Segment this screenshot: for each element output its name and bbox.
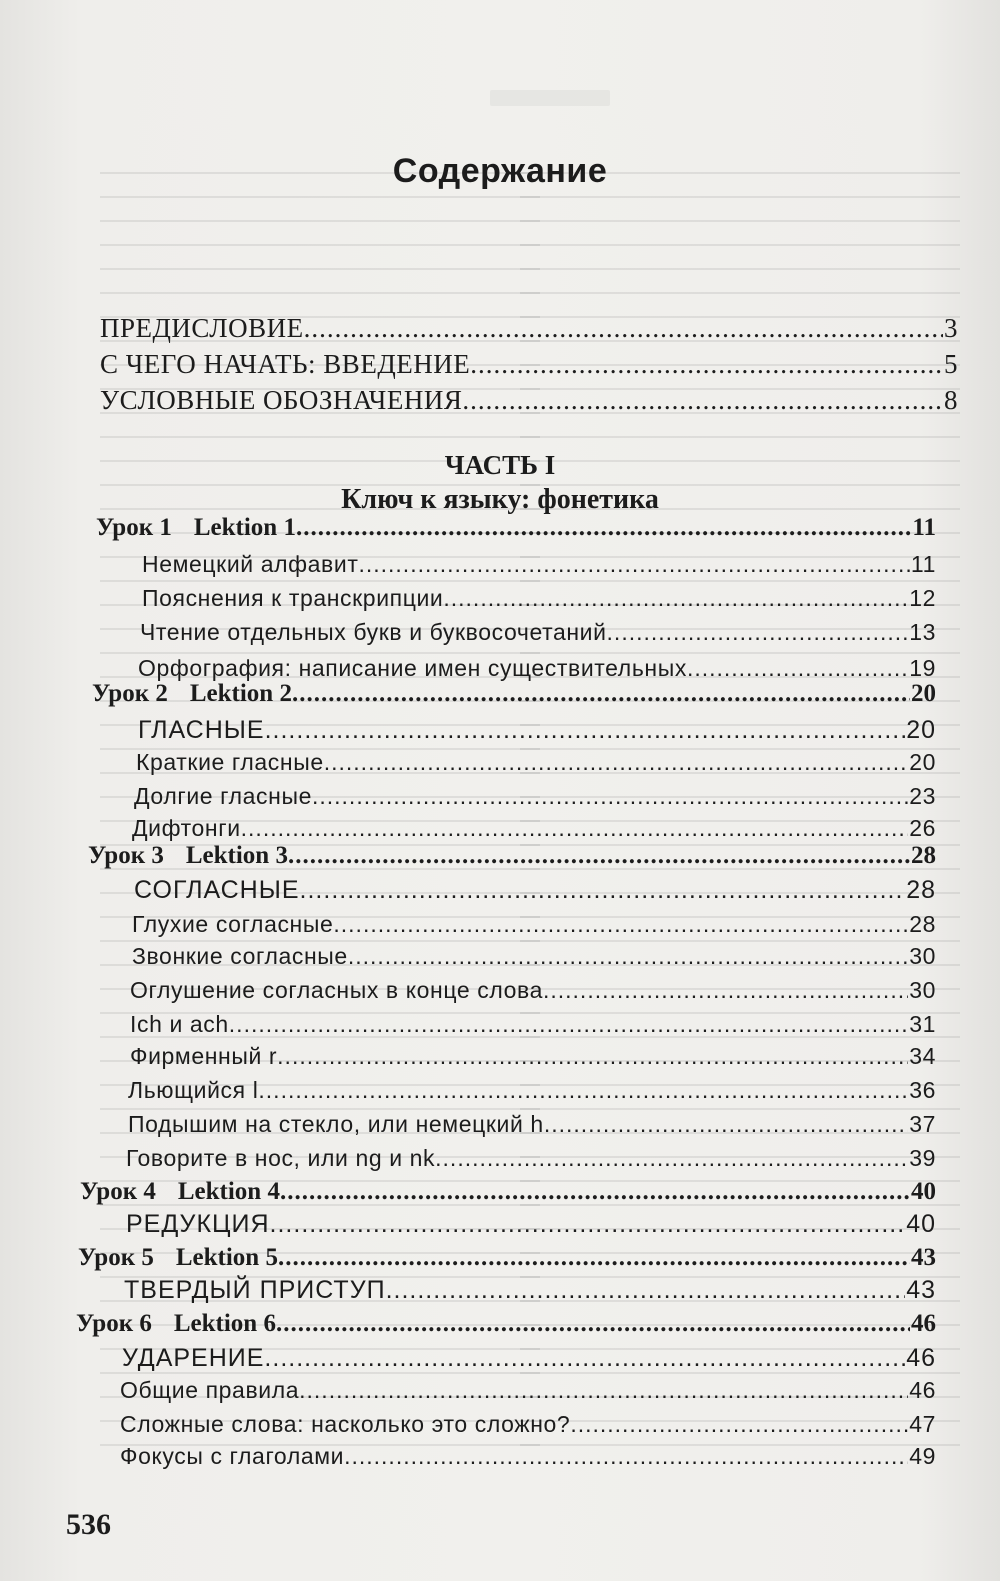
- entry-page-number: 46: [906, 1344, 936, 1372]
- dot-leader: [324, 746, 908, 778]
- lesson-entry: [80, 1176, 936, 1208]
- lesson-de: Lektion 6: [173, 1310, 276, 1337]
- entry-page-number: 13: [909, 619, 936, 645]
- entry-page-number: 12: [909, 585, 936, 611]
- entry-page-number: 19: [909, 655, 936, 681]
- dot-leader: [304, 312, 943, 344]
- section-entry: [124, 1274, 936, 1306]
- topic-entry: [136, 746, 936, 778]
- lesson-ru: Урок 1: [96, 514, 172, 541]
- entry-label: Глухие согласные: [132, 911, 334, 937]
- lesson-de: Lektion 4: [177, 1178, 280, 1205]
- lesson-entry: [96, 512, 936, 544]
- dot-leader: [462, 384, 943, 416]
- section-entry: [134, 874, 936, 906]
- entry-label: УСЛОВНЫЕ ОБОЗНАЧЕНИЯ: [100, 385, 463, 415]
- lesson-de: Lektion 2: [189, 680, 292, 707]
- dot-leader: [270, 1208, 906, 1240]
- dot-leader: [607, 616, 909, 648]
- entry-label: Фирменный r: [130, 1043, 278, 1069]
- entry-page-number: 20: [911, 680, 936, 707]
- dot-leader: [278, 1242, 910, 1274]
- entry-label: Долгие гласные: [134, 783, 312, 809]
- part-title: Ключ к языку: фонетика: [341, 484, 659, 515]
- topic-entry: [120, 1374, 936, 1406]
- entry-label: Пояснения к транскрипции: [142, 585, 444, 611]
- entry-label: СОГЛАСНЫЕ: [134, 876, 300, 904]
- dot-leader: [292, 678, 910, 710]
- entry-page-number: 30: [909, 977, 936, 1003]
- lesson-label: [78, 1242, 278, 1274]
- entry-label: РЕДУКЦИЯ: [126, 1210, 270, 1238]
- dot-leader: [277, 1040, 908, 1072]
- entry-label: Фокусы с глаголами: [120, 1443, 345, 1469]
- lesson-ru: Урок 3: [88, 842, 164, 869]
- entry-page-number: 43: [906, 1276, 936, 1304]
- dot-leader: [386, 1274, 906, 1306]
- dot-leader: [296, 512, 911, 544]
- lesson-ru: Урок 2: [92, 680, 168, 707]
- dot-leader: [543, 974, 908, 1006]
- entry-page-number: 8: [944, 385, 958, 415]
- entry-label: С ЧЕГО НАЧАТЬ: ВВЕДЕНИЕ: [100, 349, 471, 379]
- entry-page-number: 23: [909, 783, 936, 809]
- dot-leader: [280, 1176, 910, 1208]
- entry-page-number: 20: [909, 749, 936, 775]
- topic-entry: [132, 908, 936, 940]
- lesson-ru: Урок 6: [76, 1310, 152, 1337]
- section-entry: [138, 714, 936, 746]
- entry-page-number: 40: [911, 1178, 936, 1205]
- entry-label: Чтение отдельных букв и буквосочетаний: [140, 619, 607, 645]
- topic-entry: [130, 1040, 936, 1072]
- topic-entry: [128, 1074, 936, 1106]
- dot-leader: [312, 780, 908, 812]
- dot-leader: [348, 940, 908, 972]
- topic-entry: [130, 1008, 936, 1040]
- bleed-through-header: [490, 90, 610, 106]
- topic-entry: [140, 616, 936, 648]
- entry-label: ГЛАСНЫЕ: [138, 716, 265, 744]
- entry-label: Общие правила: [120, 1377, 300, 1403]
- dot-leader: [229, 1008, 908, 1040]
- entry-label: УДАРЕНИЕ: [122, 1344, 265, 1372]
- dot-leader: [333, 908, 908, 940]
- entry-page-number: 31: [909, 1011, 936, 1037]
- entry-label: Орфография: написание имен существительных: [138, 655, 687, 681]
- entry-page-number: 11: [910, 551, 936, 577]
- lesson-de: Lektion 5: [175, 1244, 278, 1271]
- lesson-entry: [88, 840, 936, 872]
- lesson-entry: [76, 1308, 936, 1340]
- entry-page-number: 30: [909, 943, 936, 969]
- dot-leader: [470, 348, 943, 380]
- lesson-ru: Урок 5: [78, 1244, 154, 1271]
- entry-label: Сложные слова: насколько это сложно?: [120, 1411, 571, 1437]
- dot-leader: [265, 714, 906, 746]
- dot-leader: [435, 1142, 908, 1174]
- dot-leader: [344, 1440, 908, 1472]
- entry-page-number: 46: [911, 1310, 936, 1337]
- dot-leader: [300, 874, 906, 906]
- dot-leader: [570, 1408, 908, 1440]
- part-number: ЧАСТЬ I: [444, 450, 556, 480]
- dot-leader: [264, 1342, 905, 1374]
- lesson-entry: [92, 678, 936, 710]
- entry-page-number: 20: [906, 716, 936, 744]
- lesson-label: [80, 1176, 280, 1208]
- page-title: Содержание: [392, 152, 608, 190]
- dot-leader: [544, 1108, 908, 1140]
- topic-entry: [142, 548, 936, 580]
- front-matter-entry: [100, 312, 958, 344]
- entry-page-number: 11: [912, 514, 936, 541]
- entry-label: Оглушение согласных в конце слова: [130, 977, 543, 1003]
- entry-page-number: 36: [909, 1077, 936, 1103]
- entry-page-number: 47: [909, 1411, 936, 1437]
- section-entry: [126, 1208, 936, 1240]
- topic-entry: [120, 1440, 936, 1472]
- topic-entry: [130, 974, 936, 1006]
- entry-label: Краткие гласные: [136, 749, 324, 775]
- dot-leader: [443, 582, 908, 614]
- entry-label: Дифтонги: [132, 815, 241, 841]
- dot-leader: [288, 840, 910, 872]
- dot-leader: [276, 1308, 910, 1340]
- page-number: 536: [66, 1508, 111, 1541]
- entry-label: ПРЕДИСЛОВИЕ: [100, 313, 304, 343]
- lesson-label: [76, 1308, 276, 1340]
- entry-page-number: 26: [909, 815, 936, 841]
- lesson-entry: [78, 1242, 936, 1274]
- entry-page-number: 28: [906, 876, 936, 904]
- topic-entry: [120, 1408, 936, 1440]
- topic-entry: [128, 1108, 936, 1140]
- entry-label: Говорите в нос, или ng и nk: [126, 1145, 436, 1171]
- entry-page-number: 3: [944, 313, 958, 343]
- entry-label: Немецкий алфавит: [142, 551, 359, 577]
- entry-page-number: 5: [944, 349, 958, 379]
- lesson-ru: Урок 4: [80, 1178, 156, 1205]
- entry-page-number: 34: [909, 1043, 936, 1069]
- entry-label: Звонкие согласные: [132, 943, 348, 969]
- topic-entry: [134, 780, 936, 812]
- topic-entry: [142, 582, 936, 614]
- topic-entry: [132, 940, 936, 972]
- entry-page-number: 46: [909, 1377, 936, 1403]
- entry-label: ТВЕРДЫЙ ПРИСТУП: [124, 1276, 386, 1304]
- front-matter-entry: [100, 348, 958, 380]
- entry-page-number: 28: [911, 842, 936, 869]
- lesson-de: Lektion 3: [185, 842, 288, 869]
- entry-page-number: 49: [909, 1443, 936, 1469]
- lesson-de: Lektion 1: [193, 514, 296, 541]
- entry-page-number: 37: [909, 1111, 936, 1137]
- dot-leader: [358, 548, 909, 580]
- front-matter-entry: [100, 384, 958, 416]
- dot-leader: [258, 1074, 908, 1106]
- topic-entry: [126, 1142, 936, 1174]
- entry-label: Ich и ach: [130, 1011, 229, 1037]
- entry-page-number: 40: [906, 1210, 936, 1238]
- entry-label: Льющийся l: [128, 1077, 259, 1103]
- lesson-label: [96, 512, 296, 544]
- lesson-label: [92, 678, 292, 710]
- entry-page-number: 43: [911, 1244, 936, 1271]
- lesson-label: [88, 840, 288, 872]
- entry-label: Подышим на стекло, или немецкий h: [128, 1111, 544, 1137]
- entry-page-number: 28: [909, 911, 936, 937]
- dot-leader: [299, 1374, 908, 1406]
- entry-page-number: 39: [909, 1145, 936, 1171]
- section-entry: [122, 1342, 936, 1374]
